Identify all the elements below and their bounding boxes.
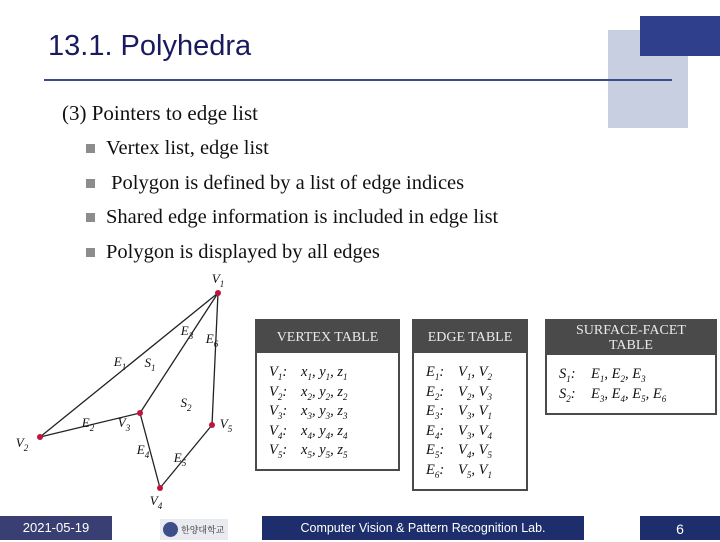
table-row <box>257 402 398 422</box>
table-row <box>257 383 398 403</box>
bullet-square-icon <box>86 248 95 257</box>
table-row <box>414 402 526 422</box>
edge-label: $E_5$ <box>173 450 187 468</box>
table-row <box>414 383 526 403</box>
diagram-vertex-dot <box>37 434 43 440</box>
footer-lab-name: Computer Vision & Pattern Recognition Lab. <box>262 516 584 540</box>
table-row <box>414 441 526 461</box>
bullet-item: Shared edge information is included in edge list <box>86 205 498 240</box>
edge-id-cell: $E_3$: <box>426 403 445 421</box>
vertex-label: $V_4$ <box>149 493 163 511</box>
bullet-item: Vertex list, edge list <box>86 136 498 171</box>
table-cell-value: $x_1$, $y_1$, $z_1$ <box>301 364 348 382</box>
table-row <box>414 461 526 481</box>
table-row <box>257 441 398 461</box>
vertex-id-cell: $V_3$: <box>269 403 288 421</box>
edge-id-cell: $E_4$: <box>426 422 445 441</box>
edge-label: $E_3$ <box>180 323 194 341</box>
diagram-edge-line <box>212 293 218 425</box>
surface-label: $S_2$ <box>180 395 192 413</box>
table-row <box>414 363 526 383</box>
edge-table-rows <box>414 353 526 480</box>
page-number: 6 <box>640 516 720 540</box>
surface-facet-table <box>545 319 717 415</box>
edge-table-header: EDGE TABLE <box>414 321 526 353</box>
vertex-id-cell: $V_5$: <box>269 442 288 460</box>
table-cell-value: $V_3$, $V_1$ <box>458 403 492 421</box>
edge-id-cell: $E_6$: <box>426 461 445 480</box>
table-cell-value: $x_5$, $y_5$, $z_5$ <box>301 442 348 460</box>
diagram-edge-line <box>140 293 218 413</box>
surface-id-cell: $S_2$: <box>559 385 576 404</box>
table-row <box>547 385 715 405</box>
university-emblem-icon <box>163 522 178 537</box>
table-cell-value: $x_2$, $y_2$, $z_2$ <box>301 383 348 402</box>
vertex-table <box>255 319 400 471</box>
table-row <box>547 365 715 385</box>
table-cell-value: $V_1$, $V_2$ <box>458 364 492 382</box>
edge-label: $E_2$ <box>81 415 95 433</box>
diagram-vertex-dot <box>215 290 221 296</box>
polyhedron-diagram <box>0 265 260 515</box>
vertex-id-cell: $V_2$: <box>269 383 288 402</box>
edge-label: $E_4$ <box>136 442 150 460</box>
university-logo-text: 한양대학교 <box>181 525 225 535</box>
table-cell-value: $V_4$, $V_5$ <box>458 442 492 460</box>
diagram-edge-line <box>160 425 212 488</box>
table-cell-value: $x_4$, $y_4$, $z_4$ <box>301 422 348 441</box>
table-cell-value: $E_1$, $E_2$, $E_3$ <box>591 366 646 384</box>
surface-table-header: SURFACE-FACET TABLE <box>547 321 715 355</box>
vertex-table-header: VERTEX TABLE <box>257 321 398 353</box>
vertex-label: $V_2$ <box>15 435 29 453</box>
table-cell-value: $V_2$, $V_3$ <box>458 383 492 402</box>
slide-subtitle: (3) Pointers to edge list <box>62 101 258 125</box>
vertex-table-rows <box>257 353 398 461</box>
slide-title: 13.1. Polyhedra <box>48 30 252 62</box>
bullet-square-icon <box>86 213 95 222</box>
diagram-vertex-dot <box>137 410 143 416</box>
vertex-id-cell: $V_1$: <box>269 364 288 382</box>
edge-id-cell: $E_5$: <box>426 442 445 460</box>
footer-date: 2021-05-19 <box>0 516 112 540</box>
vertex-id-cell: $V_4$: <box>269 422 288 441</box>
surface-label: $S_1$ <box>144 355 156 373</box>
table-cell-value: $V_3$, $V_4$ <box>458 422 492 441</box>
corner-decoration-dark <box>640 16 720 56</box>
edge-label: $E_6$ <box>205 331 219 349</box>
vertex-label: $V_3$ <box>117 415 131 433</box>
bullet-item: Polygon is displayed by all edges <box>86 240 498 275</box>
title-underline <box>44 79 672 81</box>
table-cell-value: $V_5$, $V_1$ <box>458 461 492 480</box>
vertex-label: $V_5$ <box>219 416 233 434</box>
edge-id-cell: $E_2$: <box>426 383 445 402</box>
bullet-item: Polygon is defined by a list of edge indices <box>86 171 498 206</box>
table-row <box>414 422 526 442</box>
table-row <box>257 422 398 442</box>
table-row <box>257 363 398 383</box>
bullet-square-icon <box>86 179 95 188</box>
edge-table <box>412 319 528 491</box>
bullet-square-icon <box>86 144 95 153</box>
table-cell-value: $E_3$, $E_4$, $E_5$, $E_6$ <box>591 385 667 404</box>
surface-table-rows <box>547 355 715 404</box>
edge-label: $E_1$ <box>113 354 127 372</box>
diagram-vertex-dot <box>157 485 163 491</box>
edge-id-cell: $E_1$: <box>426 364 445 382</box>
table-cell-value: $x_3$, $y_3$, $z_3$ <box>301 403 348 421</box>
vertex-label: $V_1$ <box>211 271 225 289</box>
bullet-list <box>86 136 498 274</box>
surface-id-cell: $S_1$: <box>559 366 576 384</box>
diagram-vertex-dot <box>209 422 215 428</box>
university-logo <box>160 519 228 540</box>
